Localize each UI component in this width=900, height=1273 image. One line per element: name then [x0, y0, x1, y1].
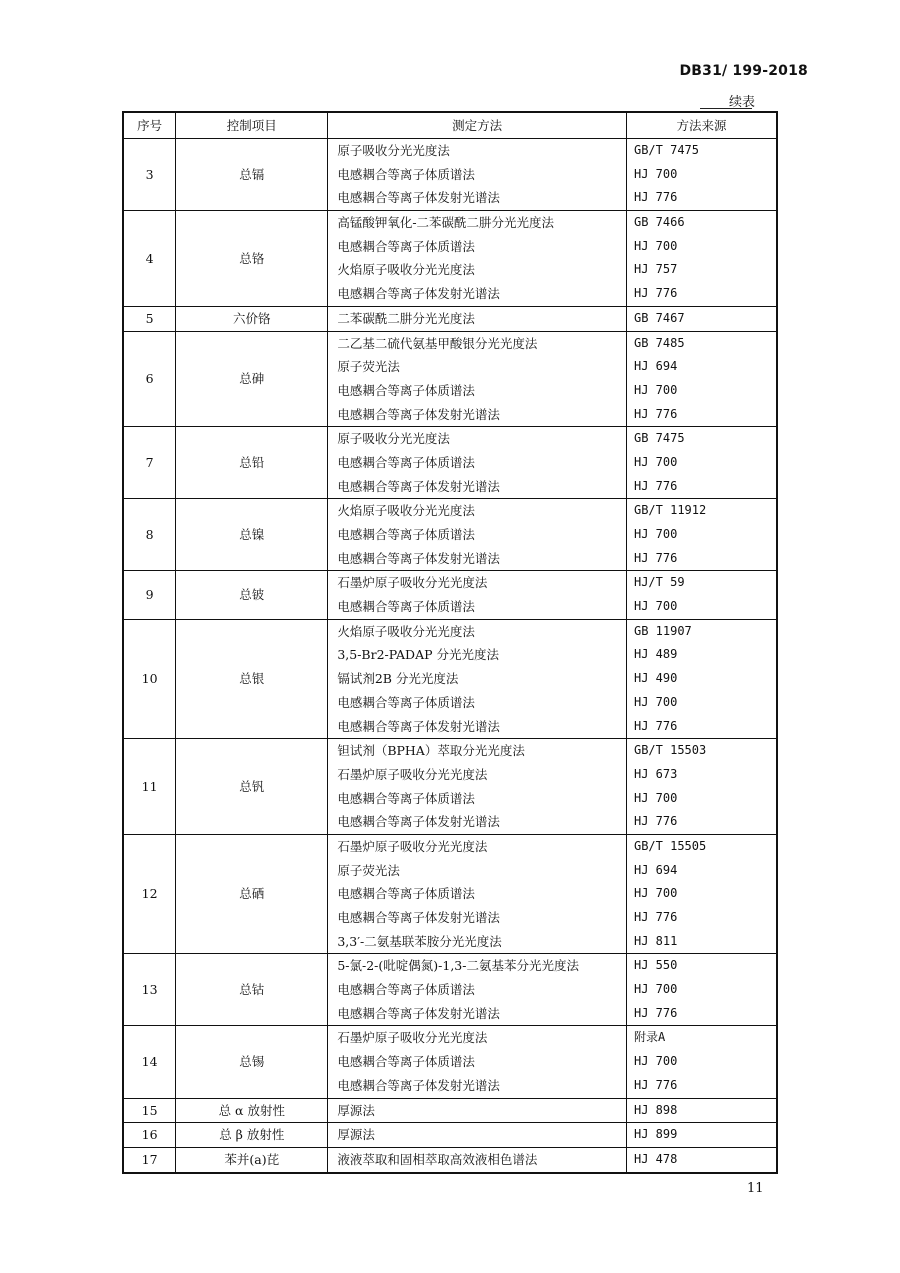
- source-cell: [626, 139, 777, 211]
- continued-label: 续表: [728, 95, 755, 110]
- method-name: 电感耦合等离子体质谱法: [337, 166, 475, 182]
- method-name: 原子荧光法: [337, 862, 400, 878]
- table-row: [123, 427, 777, 499]
- source-cell: [626, 1147, 777, 1172]
- method-source: HJ 700: [633, 694, 678, 709]
- method-name: 电感耦合等离子体发射光谱法: [337, 814, 500, 830]
- method-name: 3,3′-二氨基联苯胺分光光度法: [337, 933, 502, 949]
- table-row: [123, 1147, 777, 1172]
- control-item: 六价铬: [176, 306, 328, 331]
- method-source: HJ 776: [633, 910, 678, 924]
- method-name: 电感耦合等离子体发射光谱法: [337, 910, 500, 925]
- method-source: HJ 776: [633, 1077, 678, 1092]
- standard-number: DB31/ 199-2018: [679, 63, 808, 79]
- method-source: HJ 776: [633, 718, 678, 733]
- method-name: 电感耦合等离子体质谱法: [337, 238, 475, 254]
- method-table: [122, 111, 778, 1174]
- method-name: 钽试剂（BPHA）萃取分光光度法: [337, 743, 525, 759]
- method-cell: [328, 306, 627, 331]
- method-source: HJ 700: [633, 527, 678, 541]
- method-source: HJ 776: [633, 406, 678, 421]
- table-row: [123, 306, 777, 331]
- method-name: 电感耦合等离子体发射光谱法: [337, 1005, 500, 1021]
- table-row: [123, 954, 777, 1026]
- method-cell: [328, 331, 627, 427]
- method-name: 电感耦合等离子体质谱法: [337, 527, 475, 542]
- continued-rule: [700, 108, 752, 109]
- method-name: 原子吸收分光光度法: [337, 431, 450, 447]
- table-header-row: [123, 112, 777, 139]
- method-source: HJ 776: [633, 478, 678, 493]
- method-source: HJ 490: [633, 671, 678, 686]
- row-number: 16: [123, 1123, 176, 1148]
- control-item: 总铅: [176, 427, 328, 499]
- method-cell: [328, 1147, 627, 1172]
- table-row: [123, 331, 777, 427]
- method-source: HJ 776: [633, 550, 678, 565]
- method-source: HJ 700: [633, 1054, 678, 1069]
- method-source: HJ 673: [633, 766, 678, 781]
- source-cell: [626, 619, 777, 738]
- row-number: 12: [123, 834, 176, 953]
- control-item: 苯并(a)芘: [176, 1147, 328, 1172]
- source-cell: [626, 739, 777, 835]
- method-name: 高锰酸钾氧化-二苯碳酰二肼分光光度法: [337, 215, 555, 231]
- method-name: 液液萃取和固相萃取高效液相色谱法: [337, 1151, 538, 1167]
- method-source: HJ 700: [633, 982, 678, 997]
- row-number: 4: [123, 211, 176, 307]
- method-source: GB/T 11912: [633, 503, 707, 518]
- method-name: 电感耦合等离子体发射光谱法: [337, 478, 500, 494]
- method-name: 二苯碳酰二肼分光光度法: [337, 310, 475, 326]
- method-name: 电感耦合等离子体质谱法: [337, 454, 475, 470]
- control-item: 总铍: [176, 571, 328, 619]
- page-number: 11: [747, 1181, 764, 1196]
- source-cell: [626, 211, 777, 307]
- method-cell: [328, 1123, 627, 1148]
- method-source: HJ 489: [633, 647, 678, 662]
- method-cell: [328, 139, 627, 211]
- method-name: 电感耦合等离子体发射光谱法: [337, 286, 500, 302]
- row-number: 10: [123, 619, 176, 738]
- row-number: 7: [123, 427, 176, 499]
- table-row: [123, 139, 777, 211]
- method-source: HJ 700: [633, 238, 678, 253]
- control-item: 总镉: [176, 139, 328, 211]
- method-cell: [328, 499, 627, 571]
- method-name: 电感耦合等离子体发射光谱法: [337, 550, 500, 566]
- table-row: [123, 1026, 777, 1098]
- control-item: 总砷: [176, 331, 328, 427]
- method-source: HJ 700: [633, 790, 678, 805]
- method-source: HJ 694: [633, 862, 678, 877]
- method-name: 电感耦合等离子体质谱法: [337, 1054, 475, 1070]
- method-name: 电感耦合等离子体质谱法: [337, 382, 475, 398]
- method-source: GB 7475: [633, 431, 685, 446]
- source-cell: [626, 427, 777, 499]
- source-cell: [626, 1026, 777, 1098]
- row-number: 11: [123, 739, 176, 835]
- method-name: 厚源法: [337, 1102, 375, 1118]
- table-row: [123, 739, 777, 835]
- method-name: 石墨炉原子吸收分光光度法: [337, 838, 488, 854]
- row-number: 8: [123, 499, 176, 571]
- method-source: GB 11907: [633, 623, 692, 638]
- source-cell: [626, 306, 777, 331]
- control-item: 总钒: [176, 739, 328, 835]
- table-row: [123, 499, 777, 571]
- method-name: 石墨炉原子吸收分光光度法: [337, 575, 488, 591]
- source-cell: [626, 571, 777, 619]
- method-source: HJ 776: [633, 286, 678, 301]
- row-number: 15: [123, 1098, 176, 1123]
- method-name: 原子荧光法: [337, 359, 400, 375]
- table-row: [123, 571, 777, 619]
- method-source: HJ 776: [633, 814, 678, 829]
- method-source: HJ 694: [633, 359, 678, 374]
- method-source: HJ 550: [633, 958, 678, 973]
- method-name: 火焰原子吸收分光光度法: [337, 503, 475, 519]
- method-source: HJ 700: [633, 166, 678, 181]
- method-source: HJ 700: [633, 886, 678, 901]
- method-name: 电感耦合等离子体发射光谱法: [337, 1077, 500, 1093]
- row-number: 9: [123, 571, 176, 619]
- method-name: 电感耦合等离子体质谱法: [337, 790, 475, 806]
- table-row: [123, 1098, 777, 1123]
- method-name: 电感耦合等离子体质谱法: [337, 599, 475, 615]
- method-name: 火焰原子吸收分光光度法: [337, 262, 475, 278]
- method-name: 电感耦合等离子体发射光谱法: [337, 190, 500, 206]
- method-name: 3,5-Br2-PADAP 分光光度法: [337, 647, 499, 663]
- col-header-item: 控制项目: [176, 112, 328, 139]
- method-source: GB 7485: [633, 335, 685, 350]
- method-name: 厚源法: [337, 1127, 375, 1143]
- method-name: 电感耦合等离子体发射光谱法: [337, 406, 500, 422]
- method-cell: [328, 834, 627, 953]
- control-item: 总镍: [176, 499, 328, 571]
- source-cell: [626, 499, 777, 571]
- method-name: 原子吸收分光光度法: [337, 143, 450, 158]
- method-cell: [328, 739, 627, 835]
- method-cell: [328, 954, 627, 1026]
- control-item: 总硒: [176, 834, 328, 953]
- source-cell: [626, 1098, 777, 1123]
- method-name: 电感耦合等离子体质谱法: [337, 886, 475, 902]
- method-name: 电感耦合等离子体质谱法: [337, 694, 475, 710]
- method-name: 电感耦合等离子体发射光谱法: [337, 718, 500, 734]
- method-source: HJ 776: [633, 1005, 678, 1020]
- method-source: GB/T 7475: [633, 143, 699, 157]
- source-cell: [626, 1123, 777, 1148]
- method-source: HJ 811: [633, 933, 678, 948]
- method-name: 二乙基二硫代氨基甲酸银分光光度法: [337, 335, 538, 351]
- method-source: HJ 478: [633, 1151, 678, 1166]
- control-item: 总钴: [176, 954, 328, 1026]
- source-cell: [626, 954, 777, 1026]
- col-header-method: 测定方法: [328, 112, 627, 139]
- control-item: 总银: [176, 619, 328, 738]
- method-source: HJ/T 59: [633, 575, 685, 590]
- row-number: 13: [123, 954, 176, 1026]
- method-cell: [328, 427, 627, 499]
- table-row: [123, 211, 777, 307]
- row-number: 5: [123, 306, 176, 331]
- source-cell: [626, 331, 777, 427]
- method-source: HJ 899: [633, 1127, 678, 1142]
- control-item: 总 α 放射性: [176, 1098, 328, 1123]
- method-source: HJ 700: [633, 599, 678, 614]
- row-number: 17: [123, 1147, 176, 1172]
- row-number: 14: [123, 1026, 176, 1098]
- method-source: HJ 700: [633, 382, 678, 397]
- method-cell: [328, 1098, 627, 1123]
- method-source: HJ 898: [633, 1102, 678, 1117]
- method-name: 镉试剂2B 分光光度法: [337, 671, 459, 687]
- table-row: [123, 619, 777, 738]
- col-header-no: 序号: [123, 112, 176, 139]
- method-cell: [328, 1026, 627, 1098]
- method-source: GB 7466: [633, 215, 685, 230]
- source-cell: [626, 834, 777, 953]
- row-number: 6: [123, 331, 176, 427]
- method-source: HJ 776: [633, 190, 678, 205]
- table-row: [123, 1123, 777, 1148]
- control-item: 总 β 放射性: [176, 1123, 328, 1148]
- col-header-source: 方法来源: [626, 112, 777, 139]
- table-row: [123, 834, 777, 953]
- method-cell: [328, 211, 627, 307]
- method-name: 石墨炉原子吸收分光光度法: [337, 766, 488, 782]
- row-number: 3: [123, 139, 176, 211]
- method-source: GB 7467: [633, 310, 685, 325]
- control-item: 总铬: [176, 211, 328, 307]
- method-source: GB/T 15503: [633, 743, 707, 758]
- method-source: HJ 700: [633, 454, 678, 469]
- method-source: 附录A: [633, 1030, 666, 1045]
- method-name: 石墨炉原子吸收分光光度法: [337, 1030, 488, 1046]
- method-source: GB/T 15505: [633, 838, 707, 853]
- method-name: 火焰原子吸收分光光度法: [337, 623, 475, 639]
- method-cell: [328, 571, 627, 619]
- method-name: 电感耦合等离子体质谱法: [337, 982, 475, 998]
- method-source: HJ 757: [633, 262, 678, 277]
- method-name: 5-氯-2-(吡啶偶氮)-1,3-二氨基苯分光光度法: [337, 958, 579, 974]
- method-cell: [328, 619, 627, 738]
- control-item: 总锡: [176, 1026, 328, 1098]
